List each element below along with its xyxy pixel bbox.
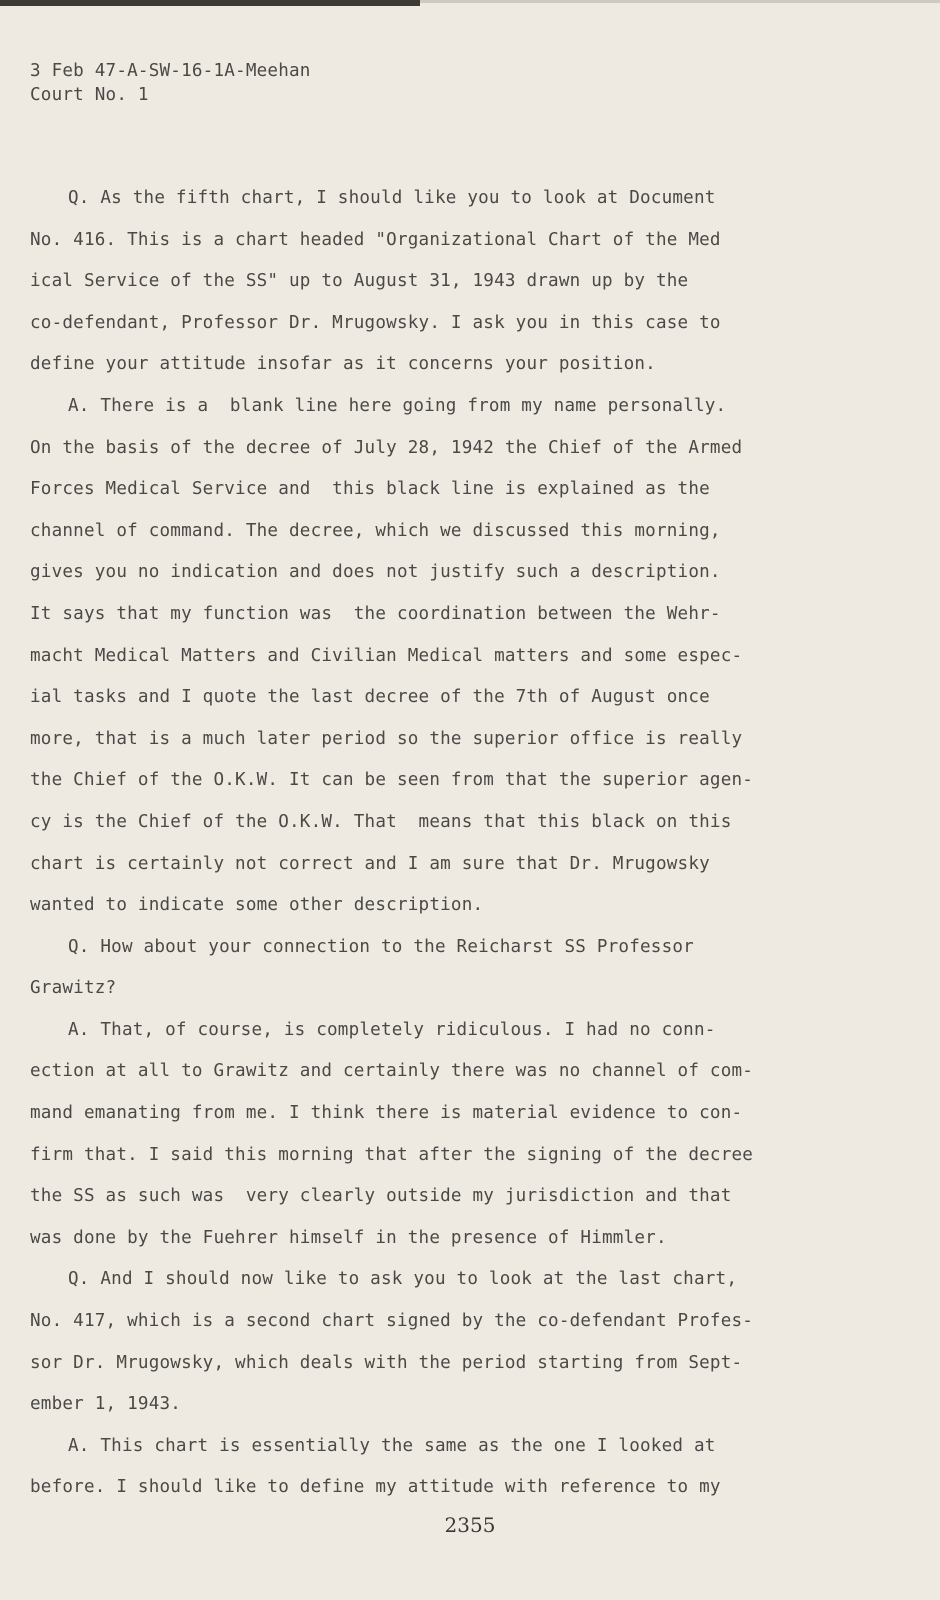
header-reference: 3 Feb 47-A-SW-16-1A-Meehan bbox=[30, 61, 311, 81]
scan-top-edge-faint bbox=[420, 0, 940, 3]
transcript-line: gives you no indication and does not justify such a description. bbox=[30, 562, 721, 583]
document-header bbox=[30, 59, 311, 107]
transcript-line: the SS as such was very clearly outside my jurisdiction and that bbox=[30, 1186, 732, 1207]
transcript-line: ection at all to Grawitz and certainly there was no channel of com- bbox=[30, 1061, 754, 1082]
scan-top-edge bbox=[0, 0, 420, 6]
transcript-line: wanted to indicate some other description. bbox=[30, 895, 484, 916]
transcript-line: cy is the Chief of the O.K.W. That means that this black on this bbox=[30, 811, 732, 832]
header-court: Court No. 1 bbox=[30, 85, 149, 105]
transcript-line: Q. And I should now like to ask you to look at the last chart, bbox=[68, 1269, 738, 1290]
transcript-line: co-defendant, Professor Dr. Mrugowsky. I ask you in this case to bbox=[30, 312, 721, 333]
transcript-line: define your attitude insofar as it concerns your position. bbox=[30, 354, 656, 375]
transcript-line: firm that. I said this morning that after the signing of the decree bbox=[30, 1144, 754, 1165]
transcript-line: A. That, of course, is completely ridiculous. I had no conn- bbox=[68, 1019, 716, 1040]
transcript-line: Q. As the fifth chart, I should like you to look at Document bbox=[68, 188, 716, 208]
transcript-line: It says that my function was the coordination between the Wehr- bbox=[30, 603, 721, 624]
transcript-line: the Chief of the O.K.W. It can be seen from that the superior agen- bbox=[30, 770, 754, 791]
transcript-line: channel of command. The decree, which we discussed this morning, bbox=[30, 520, 721, 541]
transcript-body bbox=[30, 178, 860, 1509]
transcript-line: On the basis of the decree of July 28, 1942 the Chief of the Armed bbox=[30, 437, 743, 458]
transcript-line: macht Medical Matters and Civilian Medical matters and some espec- bbox=[30, 645, 743, 666]
transcript-line: ember 1, 1943. bbox=[30, 1394, 182, 1415]
page-number: 2355 bbox=[444, 1513, 496, 1537]
transcript-line: Grawitz? bbox=[30, 978, 117, 999]
transcript-line: No. 417, which is a second chart signed by the co-defendant Profes- bbox=[30, 1311, 754, 1332]
transcript-line: Forces Medical Service and this black line is explained as the bbox=[30, 479, 710, 500]
transcript-line: A. There is a blank line here going from my name personally. bbox=[68, 395, 727, 416]
transcript-line: ial tasks and I quote the last decree of the 7th of August once bbox=[30, 687, 710, 708]
transcript-line: A. This chart is essentially the same as the one I looked at bbox=[68, 1435, 716, 1456]
transcript-line: more, that is a much later period so the superior office is really bbox=[30, 728, 743, 749]
transcript-line: ical Service of the SS" up to August 31, 1943 drawn up by the bbox=[30, 271, 689, 292]
transcript-line: No. 416. This is a chart headed "Organizational Chart of the Med bbox=[30, 229, 721, 250]
transcript-line: chart is certainly not correct and I am sure that Dr. Mrugowsky bbox=[30, 853, 710, 874]
transcript-line: was done by the Fuehrer himself in the presence of Himmler. bbox=[30, 1227, 667, 1248]
transcript-line: Q. How about your connection to the Reicharst SS Professor bbox=[68, 936, 694, 957]
transcript-line: mand emanating from me. I think there is material evidence to con- bbox=[30, 1103, 743, 1124]
transcript-line: before. I should like to define my attitude with reference to my bbox=[30, 1477, 721, 1498]
transcript-line: sor Dr. Mrugowsky, which deals with the period starting from Sept- bbox=[30, 1352, 743, 1373]
